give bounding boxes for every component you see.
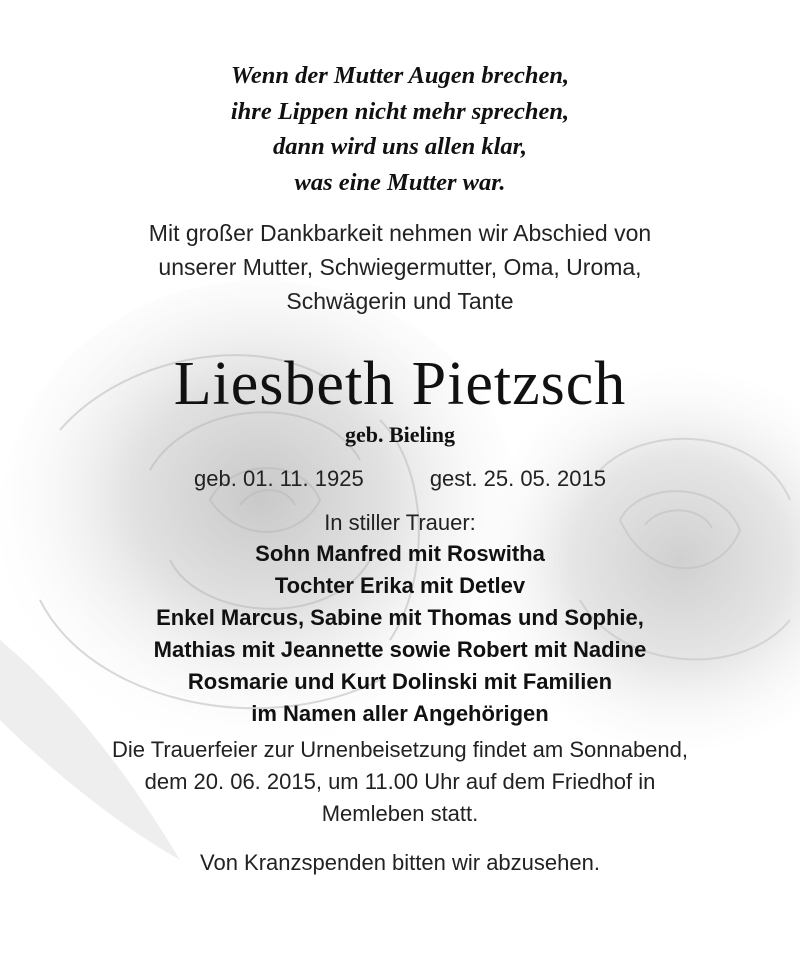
- mourner-line: Sohn Manfred mit Roswitha: [255, 541, 545, 566]
- mourner-line: Rosmarie und Kurt Dolinski mit Familien: [187, 669, 613, 694]
- intro-line: unserer Mutter, Schwiegermutter, Oma, Uroma,: [158, 254, 642, 280]
- mourner-line: Tochter Erika mit Detlev: [274, 573, 526, 598]
- notice-content: [0, 58, 800, 878]
- mourner-line: Mathias mit Jeannette sowie Robert mit Nadine: [153, 637, 647, 662]
- ceremony-line: dem 20. 06. 2015, um 11.00 Uhr auf dem Friedhof in: [144, 769, 656, 794]
- intro-line: Mit großer Dankbarkeit nehmen wir Abschied von: [148, 220, 652, 246]
- poem-line: dann wird uns allen klar,: [273, 133, 527, 160]
- mourner-line: Enkel Marcus, Sabine mit Thomas und Sophie,: [156, 605, 644, 630]
- ceremony-line: Die Trauerfeier zur Urnenbeisetzung findet am Sonnabend,: [111, 737, 688, 762]
- intro-line: Schwägerin und Tante: [286, 288, 514, 314]
- ceremony-line: Memleben statt.: [321, 801, 479, 826]
- poem-line: was eine Mutter war.: [294, 168, 506, 196]
- closing-note: Von Kranzspenden bitten wir abzusehen.: [200, 850, 600, 875]
- poem-line: Wenn der Mutter Augen brechen,: [230, 62, 570, 89]
- mourners-list: [0, 538, 800, 730]
- birth-date: geb. 01. 11. 1925: [194, 466, 364, 491]
- poem-line: ihre Lippen nicht mehr sprechen,: [230, 97, 570, 125]
- ceremony-info: [0, 734, 800, 830]
- maiden-name: geb. Bieling: [344, 422, 455, 447]
- memorial-poem: [0, 58, 800, 200]
- death-date: gest. 25. 05. 2015: [429, 466, 606, 491]
- deceased-name: Liesbeth Pietzsch: [173, 350, 627, 418]
- life-dates: [0, 464, 800, 494]
- farewell-intro: [0, 216, 800, 318]
- mourner-line: im Namen aller Angehörigen: [251, 701, 549, 726]
- mourning-intro: In stiller Trauer:: [324, 510, 476, 535]
